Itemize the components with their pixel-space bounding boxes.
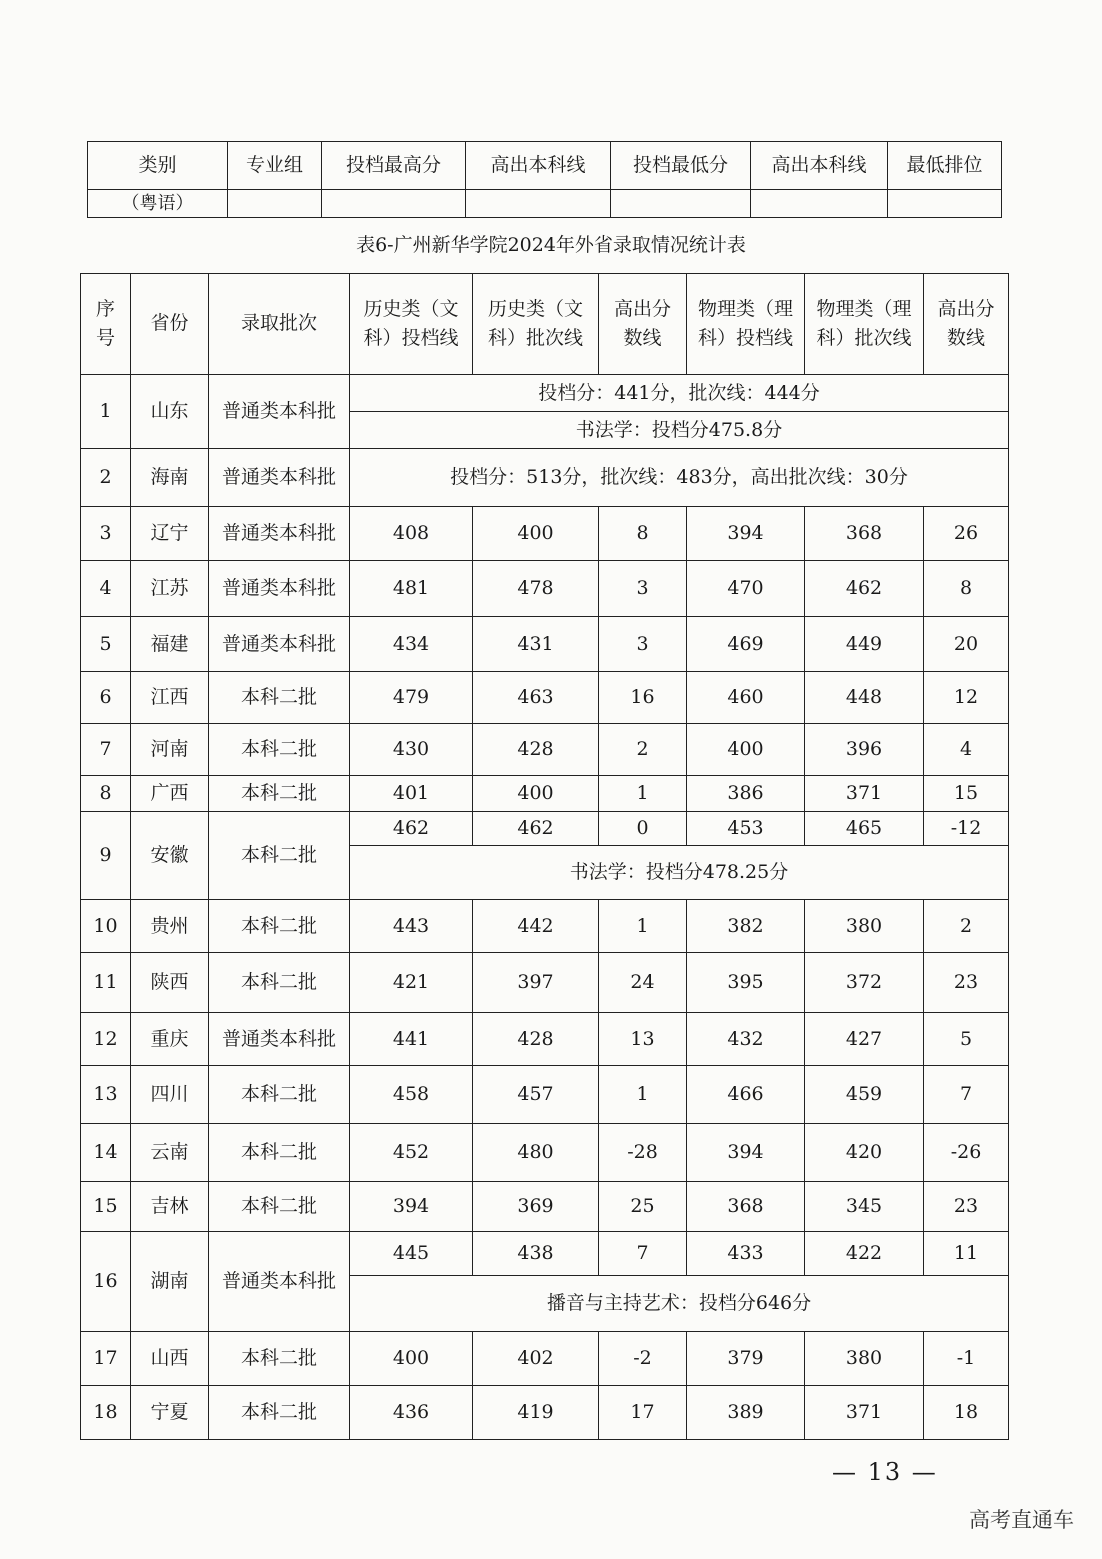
cell-value: 443 [350,900,473,953]
cell-value: -26 [924,1124,1009,1182]
cell-value: 26 [924,507,1009,561]
cell-value: -2 [599,1332,687,1386]
table-row [81,812,1009,846]
header-phys-pici: 物理类（理科）批次线 [805,274,924,375]
table-row [81,776,1009,812]
cell-no: 11 [81,953,131,1013]
cell-value: 368 [805,507,924,561]
cell-batch: 本科二批 [209,953,350,1013]
cell-value: 1 [599,1066,687,1124]
table-row [81,507,1009,561]
cell-value: 1 [599,900,687,953]
table-row [81,1124,1009,1182]
cell-value: 430 [350,724,473,776]
cell-batch: 本科二批 [209,1124,350,1182]
cell-province: 贵州 [131,900,209,953]
cell-value: 386 [687,776,805,812]
cell-value: 24 [599,953,687,1013]
cell-value: 394 [687,1124,805,1182]
cell-value: 428 [473,724,599,776]
cell-no: 13 [81,1066,131,1124]
cell-value: 441 [350,1013,473,1066]
cell-value: 396 [805,724,924,776]
cell-value: 7 [599,1232,687,1276]
cell-value: 16 [599,672,687,724]
cell-batch: 本科二批 [209,1386,350,1440]
cell-value: 382 [687,900,805,953]
cell-value: 436 [350,1386,473,1440]
cell-value: 459 [805,1066,924,1124]
cell-no: 1 [81,375,131,449]
cell-value: 453 [687,812,805,846]
table-row [81,1182,1009,1232]
admission-stats-table [80,273,1009,1440]
cell-value: 380 [805,900,924,953]
cell-no: 18 [81,1386,131,1440]
table-caption: 表6-广州新华学院2024年外省录取情况统计表 [356,234,746,256]
cell-province: 山西 [131,1332,209,1386]
cell-value: 470 [687,561,805,617]
cell-value: 394 [350,1182,473,1232]
table-cell [228,190,322,218]
cell-value: 12 [924,672,1009,724]
header-cell: 高出本科线 [466,142,611,190]
table-cell [466,190,611,218]
cell-value: 434 [350,617,473,672]
cell-batch: 普通类本科批 [209,375,350,449]
cell-value: 371 [805,776,924,812]
cell-no: 16 [81,1232,131,1332]
cell-no: 15 [81,1182,131,1232]
cell-value: 11 [924,1232,1009,1276]
cell-province: 山东 [131,375,209,449]
page-number: — 13 — [832,1458,938,1486]
cell-value: 5 [924,1013,1009,1066]
table-cell [751,190,888,218]
table-row [81,449,1009,507]
cell-value: 448 [805,672,924,724]
header-province: 省份 [131,274,209,375]
cell-value: 457 [473,1066,599,1124]
cell-value: 400 [473,507,599,561]
cell-no: 2 [81,449,131,507]
cell-value: 402 [473,1332,599,1386]
cell-province: 广西 [131,776,209,812]
cell-note: 投档分：513分，批次线：483分，高出批次线：30分 [350,449,1009,507]
table-row [81,1013,1009,1066]
cell-value: 395 [687,953,805,1013]
cell-province: 宁夏 [131,1386,209,1440]
cell-value: 8 [924,561,1009,617]
cell-value: 458 [350,1066,473,1124]
cell-value: 2 [924,900,1009,953]
table-row [81,900,1009,953]
cell-no: 8 [81,776,131,812]
cell-value: 420 [805,1124,924,1182]
cell-value: 432 [687,1013,805,1066]
cell-value: 400 [350,1332,473,1386]
table-header-row [81,274,1009,375]
cell-value: 449 [805,617,924,672]
cell-value: -12 [924,812,1009,846]
cell-value: 419 [473,1386,599,1440]
cell-province: 辽宁 [131,507,209,561]
cell-value: 421 [350,953,473,1013]
cell-province: 四川 [131,1066,209,1124]
header-cell: 最低排位 [888,142,1002,190]
cell-province: 重庆 [131,1013,209,1066]
table-row [81,1066,1009,1124]
cell-batch: 本科二批 [209,1332,350,1386]
cell-value: 469 [687,617,805,672]
cell-batch: 本科二批 [209,1182,350,1232]
cell-value: 380 [805,1332,924,1386]
cell-value: 422 [805,1232,924,1276]
cell-value: 462 [473,812,599,846]
cell-batch: 普通类本科批 [209,561,350,617]
cell-no: 3 [81,507,131,561]
header-cell: 专业组 [228,142,322,190]
cell-value: 465 [805,812,924,846]
table-row [81,617,1009,672]
cell-value: 23 [924,1182,1009,1232]
cell-value: 427 [805,1013,924,1066]
header-cell: 高出本科线 [751,142,888,190]
cell-batch: 本科二批 [209,724,350,776]
cell-value: 368 [687,1182,805,1232]
cell-value: 18 [924,1386,1009,1440]
table-row [81,953,1009,1013]
cell-batch: 普通类本科批 [209,507,350,561]
header-phys-gaochu: 高出分数线 [924,274,1009,375]
cell-value: 479 [350,672,473,724]
cell-value: 3 [599,561,687,617]
cell-province: 安徽 [131,812,209,900]
cell-value: 452 [350,1124,473,1182]
cell-value: 442 [473,900,599,953]
table-cell [611,190,751,218]
table-row [81,672,1009,724]
cell-value: -1 [924,1332,1009,1386]
table-row [81,1332,1009,1386]
cell-value: 4 [924,724,1009,776]
cell-no: 12 [81,1013,131,1066]
table-row [81,561,1009,617]
cell-batch: 本科二批 [209,672,350,724]
cell-value: 7 [924,1066,1009,1124]
cell-value: 389 [687,1386,805,1440]
header-cell: 投档最低分 [611,142,751,190]
cell-value: 13 [599,1013,687,1066]
cell-value: 3 [599,617,687,672]
cell-value: 345 [805,1182,924,1232]
cell-value: 2 [599,724,687,776]
cell-value: 17 [599,1386,687,1440]
cell-note: 播音与主持艺术：投档分646分 [350,1276,1009,1332]
cell-value: 15 [924,776,1009,812]
cell-province: 河南 [131,724,209,776]
cell-value: 369 [473,1182,599,1232]
cell-value: 460 [687,672,805,724]
cell-batch: 普通类本科批 [209,1232,350,1332]
cell-no: 6 [81,672,131,724]
table-header-row [88,142,1002,190]
cell-value: 8 [599,507,687,561]
table-row [81,375,1009,412]
table-cell [888,190,1002,218]
cell-note: 书法学：投档分478.25分 [350,846,1009,900]
cell-value: 394 [687,507,805,561]
cell-no: 17 [81,1332,131,1386]
cell-value: 1 [599,776,687,812]
cell-value: 481 [350,561,473,617]
cell-province: 湖南 [131,1232,209,1332]
cell-value: 371 [805,1386,924,1440]
table-cell: （粤语） [88,190,228,218]
cell-no: 7 [81,724,131,776]
cell-value: 438 [473,1232,599,1276]
cell-province: 江西 [131,672,209,724]
header-cell: 投档最高分 [322,142,466,190]
cell-batch: 本科二批 [209,900,350,953]
header-hist-pici: 历史类（文科）批次线 [473,274,599,375]
header-batch: 录取批次 [209,274,350,375]
cell-no: 9 [81,812,131,900]
cell-value: 466 [687,1066,805,1124]
table-row [81,724,1009,776]
cell-value: 400 [473,776,599,812]
cell-no: 14 [81,1124,131,1182]
cell-province: 云南 [131,1124,209,1182]
header-hist-gaochu: 高出分数线 [599,274,687,375]
header-phys-toudang: 物理类（理科）投档线 [687,274,805,375]
cell-value: 433 [687,1232,805,1276]
cell-value: 462 [350,812,473,846]
cell-value: 478 [473,561,599,617]
cell-batch: 普通类本科批 [209,449,350,507]
cell-value: 0 [599,812,687,846]
cell-value: 20 [924,617,1009,672]
cell-note: 投档分：441分，批次线：444分 [350,375,1009,412]
cell-note: 书法学：投档分475.8分 [350,412,1009,449]
cell-no: 4 [81,561,131,617]
cell-value: 400 [687,724,805,776]
cell-value: 462 [805,561,924,617]
header-hist-toudang: 历史类（文科）投档线 [350,274,473,375]
header-no: 序号 [81,274,131,375]
cell-province: 海南 [131,449,209,507]
cell-value: 428 [473,1013,599,1066]
cell-value: -28 [599,1124,687,1182]
cell-province: 福建 [131,617,209,672]
top-continuation-table [87,141,1002,218]
cell-batch: 普通类本科批 [209,617,350,672]
table-row [81,1386,1009,1440]
cell-value: 463 [473,672,599,724]
cell-value: 397 [473,953,599,1013]
cell-value: 401 [350,776,473,812]
cell-value: 25 [599,1182,687,1232]
cell-province: 陕西 [131,953,209,1013]
header-cell: 类别 [88,142,228,190]
cell-batch: 本科二批 [209,1066,350,1124]
cell-batch: 本科二批 [209,812,350,900]
cell-value: 372 [805,953,924,1013]
table-row [88,190,1002,218]
cell-batch: 普通类本科批 [209,1013,350,1066]
watermark: 高考直通车 [969,1508,1074,1532]
cell-value: 480 [473,1124,599,1182]
cell-province: 江苏 [131,561,209,617]
cell-value: 408 [350,507,473,561]
cell-no: 5 [81,617,131,672]
cell-value: 431 [473,617,599,672]
cell-no: 10 [81,900,131,953]
cell-province: 吉林 [131,1182,209,1232]
cell-value: 379 [687,1332,805,1386]
cell-value: 23 [924,953,1009,1013]
table-cell [322,190,466,218]
cell-batch: 本科二批 [209,776,350,812]
table-row [81,1232,1009,1276]
cell-value: 445 [350,1232,473,1276]
